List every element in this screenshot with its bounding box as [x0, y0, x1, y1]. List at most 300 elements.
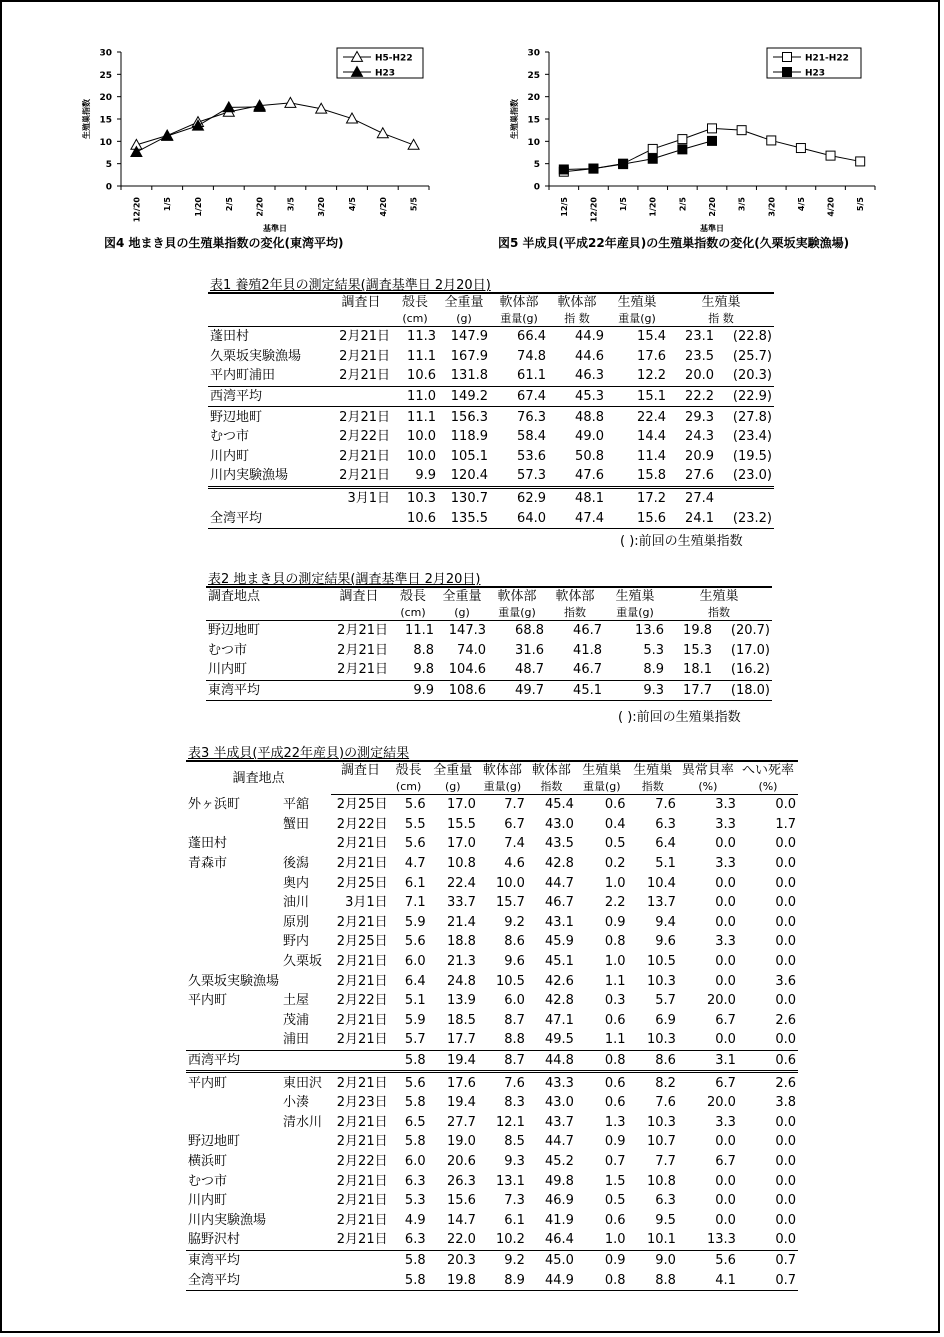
table-cell: 48.7 — [488, 660, 546, 680]
table-1-title: 表1 養殖2年貝の測定結果(調査基準日 2月20日) — [210, 278, 491, 293]
table-cell: 8.9 — [478, 1270, 527, 1290]
table-row — [208, 386, 774, 407]
table-3-header-units-row: (cm) (g) 重量(g) 指数 重量(g) 指数 (%) (%) — [186, 778, 798, 795]
table-cell — [331, 1270, 389, 1290]
table-cell: 47.6 — [548, 466, 606, 487]
table-cell: 0.9 — [604, 1134, 626, 1150]
table-cell: 20.9 — [685, 448, 714, 464]
data-point — [589, 164, 598, 173]
table-cell: 野辺地町 — [210, 409, 263, 425]
table-cell: 蓬田村 — [210, 329, 250, 345]
data-point — [796, 144, 805, 153]
table-cell: 3.8 — [775, 1095, 796, 1111]
series-line — [564, 141, 712, 170]
table-cell — [186, 1030, 281, 1050]
table-cell: 2月21日 — [339, 409, 390, 425]
data-point — [408, 139, 419, 149]
figure-5-caption: 図5 半成貝(平成22年産貝)の生殖巣指数の変化(久栗坂実験漁場) — [498, 236, 850, 250]
table-cell: 13.6 — [635, 623, 664, 639]
table-cell: 41.8 — [573, 642, 602, 658]
x-tick-label: 4/5 — [796, 197, 806, 212]
table-cell — [186, 1011, 281, 1031]
table-cell — [328, 680, 390, 701]
table-cell: 0.9 — [604, 1252, 626, 1268]
table-cell: 8.8 — [478, 1030, 527, 1050]
table-row — [186, 1210, 798, 1230]
table-cell: 7.6 — [655, 1095, 676, 1111]
table-cell: 7.7 — [504, 797, 525, 813]
table-cell: 0.0 — [738, 1230, 798, 1250]
table-cell: 0.0 — [715, 875, 736, 891]
table-cell: 原別 — [283, 914, 310, 930]
table-cell: 74.8 — [517, 348, 546, 364]
table-cell: 46.9 — [544, 1193, 574, 1209]
table-cell: 76.3 — [517, 409, 546, 425]
data-point — [648, 154, 657, 163]
table-cell: 0.7 — [775, 1252, 796, 1268]
table-cell: 2月21日 — [336, 1134, 388, 1150]
table-row — [186, 1072, 798, 1093]
table-cell: 147.3 — [448, 623, 486, 639]
y-tick-label: 20 — [99, 93, 112, 104]
table-row — [186, 913, 798, 933]
table-cell: 15.8 — [606, 466, 668, 487]
table-cell: 17.0 — [446, 797, 476, 813]
table-cell: 46.7 — [546, 660, 604, 680]
table-cell: 5.9 — [404, 914, 426, 930]
table-cell: 22.0 — [428, 1230, 478, 1250]
table-cell: 0.0 — [775, 993, 796, 1009]
table-cell: 平内町浦田 — [208, 366, 330, 386]
table-cell: 2月21日 — [339, 348, 390, 364]
table-cell: 8.5 — [504, 1134, 525, 1150]
table-cell: 17.7 — [428, 1030, 478, 1050]
table-cell: (22.9) — [716, 386, 774, 407]
table-cell: 12.1 — [495, 1114, 525, 1130]
table-row — [186, 1093, 798, 1113]
table-row — [208, 487, 774, 508]
table-cell — [186, 952, 281, 972]
table-cell: 0.0 — [775, 856, 796, 872]
table-cell — [208, 487, 330, 508]
table-cell: 10.6 — [392, 366, 438, 386]
table-cell: 0.0 — [775, 1153, 796, 1169]
table-cell: 13.3 — [678, 1230, 738, 1250]
table-cell: 23.5 — [685, 348, 714, 364]
table-cell: 横浜町 — [188, 1153, 228, 1169]
table-cell: 147.9 — [450, 329, 488, 345]
legend-marker — [783, 68, 792, 77]
table-cell: 45.3 — [548, 386, 606, 407]
table-cell: 27.4 — [685, 491, 714, 507]
table-cell: 3月1日 — [347, 491, 390, 507]
table-cell: 0.0 — [775, 836, 796, 852]
legend-label: H5-H22 — [375, 53, 413, 64]
table-cell: 43.3 — [544, 1075, 574, 1091]
table-cell: 12.2 — [606, 366, 668, 386]
table-cell: 0.0 — [775, 895, 796, 911]
x-tick-label: 3/5 — [286, 197, 296, 212]
table-cell: (17.0) — [730, 642, 770, 658]
y-tick-label: 15 — [99, 115, 112, 126]
table-cell: 44.9 — [527, 1270, 576, 1290]
table-cell: 9.3 — [504, 1153, 525, 1169]
table-cell: 7.1 — [404, 895, 426, 911]
table-cell: 33.7 — [446, 895, 476, 911]
x-tick-label: 1/5 — [619, 197, 629, 212]
x-tick-label: 5/5 — [856, 197, 866, 212]
table-cell: 6.0 — [504, 993, 525, 1009]
table-2-header-units-row: (cm) (g) 重量(g) 指数 重量(g) 指数 — [206, 604, 772, 621]
table-row — [206, 641, 772, 661]
table-cell: 9.9 — [392, 466, 438, 487]
table-cell: 6.1 — [404, 875, 426, 891]
table-cell: 8.9 — [604, 660, 666, 680]
table-cell: 2月21日 — [336, 1173, 388, 1189]
table-cell: 14.7 — [446, 1212, 476, 1228]
table-cell: 11.4 — [637, 448, 666, 464]
table-cell: 167.9 — [450, 348, 488, 364]
table-cell: 全湾平均 — [186, 1270, 281, 1290]
table-cell: 9.8 — [390, 660, 436, 680]
table-cell: 3.3 — [715, 856, 736, 872]
x-tick-label: 4/20 — [378, 197, 388, 217]
table-cell: 9.3 — [604, 680, 666, 701]
table-1 — [208, 292, 774, 529]
table-cell: 42.8 — [544, 856, 574, 872]
table-cell: 奥内 — [283, 875, 310, 891]
table-cell: (16.2) — [714, 660, 772, 680]
table-cell: 1.0 — [604, 875, 626, 891]
data-point — [708, 124, 717, 133]
table-3-title: 表3 半成貝(平成22年産貝)の測定結果 — [188, 746, 410, 761]
table-cell: 43.7 — [544, 1114, 574, 1130]
table-cell: 45.1 — [546, 680, 604, 701]
table-cell: 1.1 — [576, 1030, 628, 1050]
table-cell: 3.3 — [715, 797, 736, 813]
table-cell: 0.0 — [775, 797, 796, 813]
table-cell: 0.0 — [775, 914, 796, 930]
table-cell: 5.6 — [404, 1075, 426, 1091]
table-cell: 9.4 — [655, 914, 676, 930]
figure-4-caption: 図4 地まき貝の生殖巣指数の変化(東湾平均) — [104, 236, 344, 250]
x-tick-label: 2/5 — [678, 197, 688, 212]
table-cell: 5.6 — [715, 1252, 736, 1268]
table-row — [186, 1171, 798, 1191]
table-cell: 小湊 — [283, 1095, 310, 1111]
table-cell: 7.3 — [504, 1193, 525, 1209]
table-cell: 135.5 — [438, 508, 490, 528]
table-cell: 15.3 — [683, 642, 712, 658]
table-cell: 156.3 — [450, 409, 488, 425]
table-cell: 2月21日 — [331, 1030, 389, 1050]
table-cell: 24.8 — [446, 973, 476, 989]
table-cell: 10.0 — [407, 448, 436, 464]
y-tick-label: 20 — [527, 93, 540, 104]
table-cell: 6.7 — [715, 1153, 736, 1169]
table-cell: 11.1 — [407, 409, 436, 425]
table-cell: 3月1日 — [345, 895, 388, 911]
table-cell: 野辺地町 — [188, 1134, 241, 1150]
table-row — [208, 427, 774, 447]
table-cell: 27.6 — [668, 466, 716, 487]
table-2 — [206, 586, 772, 701]
series-line — [136, 103, 413, 145]
table-row — [186, 1230, 798, 1250]
table-cell: 120.4 — [438, 466, 490, 487]
table-row — [186, 873, 798, 893]
table-cell — [281, 1171, 331, 1191]
table-cell: (23.0) — [716, 466, 774, 487]
table-cell: 10.6 — [392, 508, 438, 528]
figure-4-chart — [75, 40, 445, 240]
table-3 — [186, 760, 798, 1291]
table-cell: 50.8 — [575, 448, 604, 464]
table-cell: 5.8 — [390, 1050, 428, 1072]
table-cell: 8.2 — [655, 1075, 676, 1091]
table-cell: 44.7 — [544, 1134, 574, 1150]
y-tick-label: 0 — [533, 182, 540, 193]
table-cell: 2月21日 — [337, 623, 388, 639]
table-cell: 0.0 — [775, 954, 796, 970]
table-cell: 0.6 — [604, 1012, 626, 1028]
table-row — [208, 407, 774, 427]
table-cell: 2月25日 — [336, 797, 388, 813]
x-tick-label: 1/20 — [648, 197, 658, 217]
table-cell: 0.0 — [715, 1134, 736, 1150]
table-cell: 野辺地町 — [208, 623, 261, 639]
table-cell: 平内町 — [188, 1075, 228, 1091]
table-row — [208, 447, 774, 467]
table-cell: 6.0 — [404, 954, 426, 970]
data-point — [377, 128, 388, 138]
table-cell: 22.4 — [637, 409, 666, 425]
table-cell: 44.6 — [575, 348, 604, 364]
y-axis-title: 生殖巣指数 — [82, 99, 91, 139]
table-cell: 0.5 — [604, 836, 626, 852]
table-cell: 川内実験漁場 — [188, 1212, 267, 1228]
table-cell: 108.6 — [436, 680, 488, 701]
table-cell: 7.6 — [504, 1075, 525, 1091]
table-cell: 20.6 — [446, 1153, 476, 1169]
table-cell: 脇野沢村 — [186, 1230, 281, 1250]
y-tick-label: 25 — [99, 70, 112, 81]
table-cell: 1.0 — [576, 1230, 628, 1250]
table-cell: 蟹田 — [283, 816, 310, 832]
table-cell: 10.5 — [646, 954, 676, 970]
table-cell: 46.7 — [544, 895, 574, 911]
table-cell — [281, 1191, 331, 1211]
table-cell: (23.2) — [716, 508, 774, 528]
table-cell: 22.4 — [446, 875, 476, 891]
table-cell: 0.0 — [715, 973, 736, 989]
data-point — [737, 126, 746, 135]
table-cell — [281, 834, 331, 854]
table-cell: 0.6 — [604, 1075, 626, 1091]
table-row — [186, 1113, 798, 1133]
table-cell: 6.7 — [504, 816, 525, 832]
table-cell: 0.0 — [715, 954, 736, 970]
y-tick-label: 0 — [105, 182, 112, 193]
x-tick-label: 2/20 — [255, 197, 265, 217]
table-cell: 5.8 — [404, 1252, 426, 1268]
table-cell: 15.5 — [446, 816, 476, 832]
table-cell: 2月23日 — [336, 1095, 388, 1111]
y-tick-label: 30 — [527, 48, 540, 59]
table-cell: 2月21日 — [330, 466, 392, 487]
table-cell: 7.6 — [655, 797, 676, 813]
table-cell: 東田沢 — [283, 1075, 323, 1091]
x-tick-label: 2/20 — [708, 197, 717, 217]
x-tick-label: 12/20 — [132, 197, 142, 223]
table-cell: (25.7) — [732, 348, 772, 364]
x-tick-label: 5/5 — [409, 197, 419, 212]
table-cell — [186, 873, 281, 893]
table-cell: 2.6 — [775, 1012, 796, 1028]
table-cell: 6.3 — [655, 816, 676, 832]
data-point — [856, 157, 865, 166]
table-cell: 46.7 — [573, 623, 602, 639]
table-cell: 17.0 — [446, 836, 476, 852]
table-row — [186, 1152, 798, 1172]
table-cell: 油川 — [283, 895, 310, 911]
table-cell — [281, 971, 331, 991]
table-cell: 0.6 — [604, 1212, 626, 1228]
table-cell: 0.0 — [775, 1173, 796, 1189]
table-cell: 6.7 — [715, 1075, 736, 1091]
table-cell: 久栗坂実験漁場 — [188, 973, 280, 989]
data-point — [559, 165, 568, 174]
figure-5-chart — [505, 40, 885, 240]
table-cell: 8.6 — [628, 1050, 678, 1072]
table-cell: 9.2 — [504, 1252, 525, 1268]
table-cell: 0.9 — [604, 914, 626, 930]
table-cell: 20.0 — [706, 993, 736, 1009]
table-row — [186, 1011, 798, 1031]
table-cell: 49.7 — [488, 680, 546, 701]
table-2-title: 表2 地まき貝の測定結果(調査基準日 2月20日) — [208, 572, 481, 587]
legend-label: H23 — [805, 68, 826, 79]
table-cell — [186, 1113, 281, 1133]
table-cell — [281, 1270, 331, 1290]
table-row — [186, 1191, 798, 1211]
x-tick-label: 4/5 — [348, 197, 357, 212]
table-cell: 7.7 — [655, 1153, 676, 1169]
table-cell: 13.7 — [646, 895, 676, 911]
table-cell: 東湾平均 — [188, 1252, 241, 1268]
table-cell: 2月21日 — [336, 836, 388, 852]
table-cell: 9.0 — [655, 1252, 676, 1268]
table-cell: 9.6 — [504, 954, 525, 970]
data-point — [619, 160, 628, 169]
table-cell: 6.4 — [404, 973, 426, 989]
x-tick-label: 12/5 — [559, 197, 569, 217]
data-point — [285, 97, 296, 107]
table-cell: 15.6 — [606, 508, 668, 528]
table-cell: 10.3 — [646, 1114, 676, 1130]
table-cell: 44.9 — [575, 329, 604, 345]
table-cell — [186, 815, 281, 835]
table-cell: 5.3 — [404, 1193, 426, 1209]
table-cell: 20.0 — [668, 366, 716, 386]
table-cell: 蓬田村 — [188, 836, 228, 852]
table-cell — [330, 508, 392, 528]
table-cell: 11.1 — [405, 623, 434, 639]
table-cell: (20.3) — [716, 366, 774, 386]
data-point — [678, 135, 687, 144]
table-cell: 26.3 — [446, 1173, 476, 1189]
legend-label: H21-H22 — [805, 53, 849, 64]
table-cell: 2月21日 — [336, 1075, 388, 1091]
table-cell: 49.5 — [527, 1030, 576, 1050]
table-cell: 2月22日 — [336, 1153, 388, 1169]
x-tick-label: 12/20 — [589, 197, 599, 223]
table-cell: 27.7 — [446, 1114, 476, 1130]
table-cell — [186, 932, 281, 952]
table-cell: 土屋 — [283, 993, 310, 1009]
table-cell: (22.8) — [732, 329, 772, 345]
table-cell: 0.0 — [715, 895, 736, 911]
table-cell: 20.0 — [706, 1095, 736, 1111]
table-cell: 9.2 — [504, 914, 525, 930]
table-cell: 18.5 — [446, 1012, 476, 1028]
table-cell: (18.0) — [714, 680, 772, 701]
table-cell: 5.7 — [655, 993, 676, 1009]
table-cell: 62.9 — [517, 491, 546, 507]
table-row — [186, 952, 798, 972]
table-cell: 0.0 — [715, 836, 736, 852]
table-cell: 0.0 — [775, 1114, 796, 1130]
table-cell: 2月21日 — [339, 329, 390, 345]
table-cell: 45.1 — [544, 954, 574, 970]
table-cell: 2.2 — [604, 895, 626, 911]
table-cell: 53.6 — [517, 448, 546, 464]
table-cell: 青森市 — [188, 856, 228, 872]
table-cell: 10.0 — [407, 429, 436, 445]
table-cell: 42.6 — [544, 973, 574, 989]
table-2-note: ( ):前回の生殖巣指数 — [618, 710, 741, 725]
x-tick-label: 3/5 — [737, 197, 747, 212]
table-cell: 0.0 — [775, 1134, 796, 1150]
x-tick-label: 1/5 — [163, 197, 173, 212]
table-cell: 15.6 — [446, 1193, 476, 1209]
table-cell — [331, 1050, 389, 1072]
table-cell: 13.9 — [446, 993, 476, 1009]
table-row — [208, 366, 774, 386]
table-cell: 104.6 — [436, 660, 488, 680]
table-cell — [281, 1210, 331, 1230]
table-cell: 9.5 — [655, 1212, 676, 1228]
table-cell: 川内実験漁場 — [208, 466, 330, 487]
table-cell — [281, 1132, 331, 1152]
table-cell: 5.8 — [404, 1095, 426, 1111]
table-cell: 8.3 — [504, 1095, 525, 1111]
table-cell: 3.3 — [715, 816, 736, 832]
table-cell: (20.7) — [730, 623, 770, 639]
table-cell: 0.5 — [604, 1193, 626, 1209]
table-cell: 3.3 — [715, 934, 736, 950]
table-cell: 13.1 — [495, 1173, 525, 1189]
table-cell: 10.3 — [646, 973, 676, 989]
table-row — [186, 971, 798, 991]
table-cell: 6.7 — [715, 1012, 736, 1028]
data-point — [347, 113, 358, 123]
table-cell — [186, 913, 281, 933]
table-cell: 西湾平均 — [208, 386, 330, 407]
table-cell: 2月21日 — [336, 1114, 388, 1130]
table-cell: 2月21日 — [336, 1212, 388, 1228]
table-cell: 6.5 — [404, 1114, 426, 1130]
